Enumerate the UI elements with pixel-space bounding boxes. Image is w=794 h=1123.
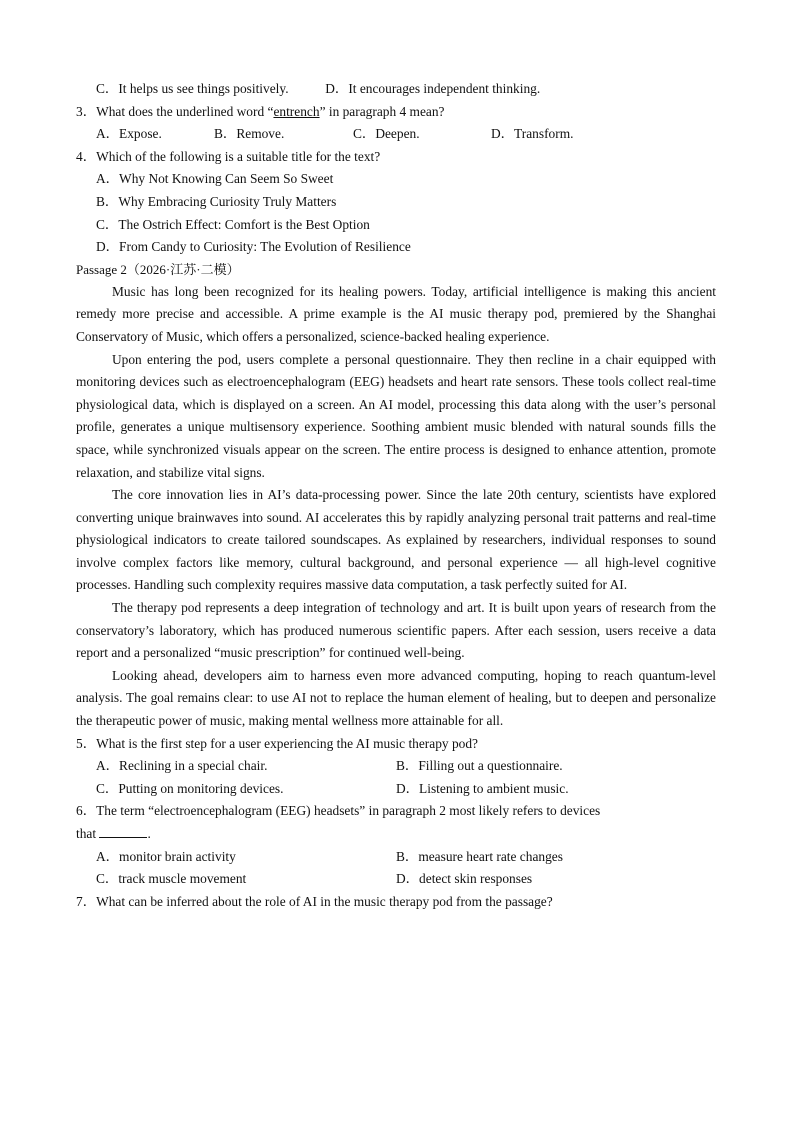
q5-option-b: B．Filling out a questionnaire. (396, 758, 563, 774)
q5-option-d: D．Listening to ambient music. (396, 780, 569, 796)
passage-title: Passage 2（2026·江苏·二模） (76, 261, 240, 277)
q6-stem: 6．The term “electroencephalogram (EEG) headsets” in paragraph 2 most likely refers to devices (76, 803, 601, 819)
q3-stem: 3．What does the underlined word “entrench” in paragraph 4 mean? (76, 103, 445, 119)
paragraph-3: The core innovation lies in AI’s data-processing power. Since the late 20th century, scientists have explored converting unique brainwaves into sound. AI accelerates this by rapidly analyzing personal trait patterns and real-time physiological indicators to create tailored soundscapes. As explained by researchers, individual responses to sound involve complex factors like memory, cultural background, and personal experience — all high-level cognitive processes. Handling such complexity requires massive data computation, a task perfectly suited for AI. (76, 487, 716, 593)
q5-option-c: C．Putting on monitoring devices. (96, 780, 284, 796)
q5-option-a: A．Reclining in a special chair. (96, 758, 268, 774)
q3-option-c: C．Deepen. (353, 126, 420, 142)
q3-option-a: A．Expose. (96, 126, 162, 142)
q4-option-b: B．Why Embracing Curiosity Truly Matters (96, 193, 337, 209)
q3-option-b: B．Remove. (214, 126, 285, 142)
q2-option-c: C．It helps us see things positively. (96, 81, 289, 96)
q3-option-d: D．Transform. (491, 126, 574, 142)
q2-option-d: D．It encourages independent thinking. (325, 81, 541, 96)
q6-options-cd (76, 868, 716, 891)
q6-option-a: A．monitor brain activity (96, 848, 236, 864)
q6-options-ab (76, 846, 716, 869)
q3-options (76, 123, 716, 146)
q4-option-a: A．Why Not Knowing Can Seem So Sweet (96, 171, 334, 187)
paragraph-5: Looking ahead, developers aim to harness even more advanced computing, hoping to reach quantum-level analysis. The goal remains clear: to use AI not to replace the human element of healing, but to deepen and personalize the therapeutic power of music, making mental wellness more attainable for all. (76, 667, 716, 729)
q6-option-d: D．detect skin responses (396, 871, 533, 887)
q5-options-ab (76, 755, 716, 778)
q6-stem-cont: that . (76, 826, 151, 841)
underlined-word: entrench (273, 103, 320, 119)
paragraph-4: The therapy pod represents a deep integration of technology and art. It is built upon years of research from the conservatory’s laboratory, which has produced numerous scientific papers. After each session, users receive a data report and a personalized “music prescription” for continued well-being. (76, 600, 716, 661)
q4-option-d: D．From Candy to Curiosity: The Evolution of Resilience (96, 239, 411, 255)
paragraph-2: Upon entering the pod, users complete a personal questionnaire. They then recline in a chair equipped with monitoring devices such as electroencephalogram (EEG) headsets and heart rate sensors. These tools collect real-time physiological data, which is displayed on a screen. An AI model, processing this data along with the user’s personal profile, generates a unique multisensory experience. Soothing ambient music blended with natural sounds fills the space, while synchronized visuals appear on the screen. The entire process is designed to enhance attention, promote relaxation, and stabilize vital signs. (76, 351, 716, 480)
q2-options-cd (76, 78, 716, 101)
q4-stem: 4．Which of the following is a suitable title for the text? (76, 148, 381, 164)
q7-stem: 7．What can be inferred about the role of AI in the music therapy pod from the passage? (76, 893, 553, 909)
q5-options-cd (76, 778, 716, 801)
exam-page (76, 78, 716, 913)
q6-option-b: B．measure heart rate changes (396, 848, 563, 864)
q4-option-c: C．The Ostrich Effect: Comfort is the Best Option (96, 216, 370, 232)
q6-option-c: C．track muscle movement (96, 871, 247, 887)
q5-stem: 5．What is the first step for a user experiencing the AI music therapy pod? (76, 735, 478, 751)
answer-blank (99, 825, 147, 838)
paragraph-1: Music has long been recognized for its healing powers. Today, artificial intelligence is making this ancient remedy more precise and accessible. A prime example is the AI music therapy pod, premiered by the Shanghai Conservatory of Music, which offers a personalized, science-backed healing experience. (76, 283, 716, 344)
